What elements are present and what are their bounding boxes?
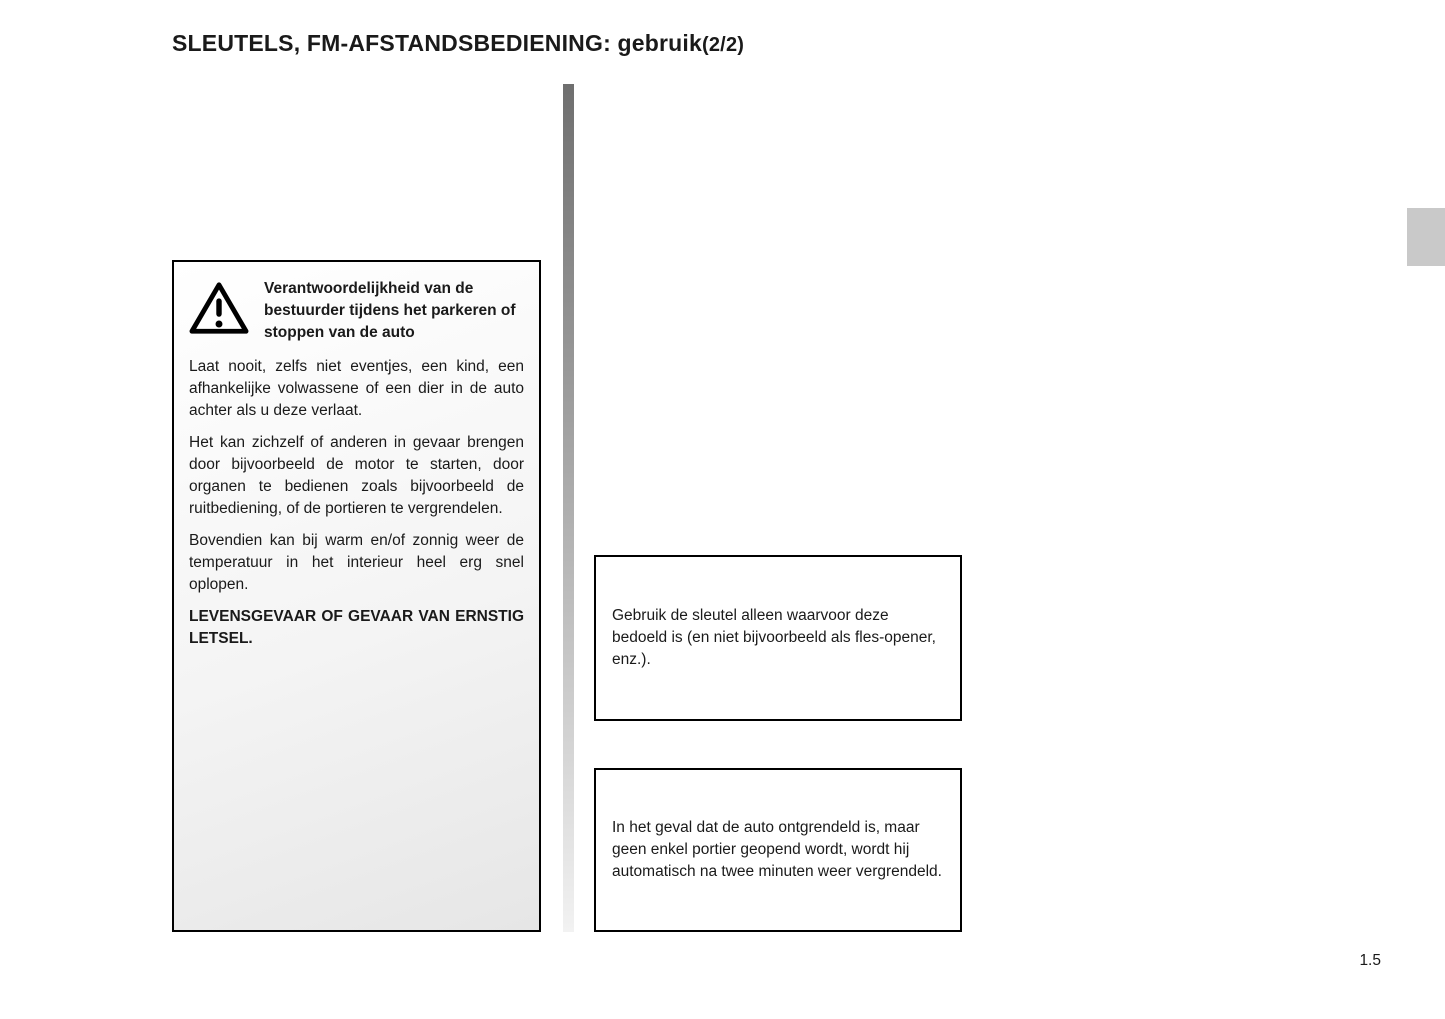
warning-triangle-icon (188, 280, 250, 338)
page-edge-tab (1407, 208, 1445, 266)
note-box-auto-relock (594, 768, 962, 932)
column-divider (563, 84, 574, 932)
warning-paragraph: Bovendien kan bij warm en/of zonnig weer de temperatuur in het interieur heel erg snel oplopen. (189, 532, 524, 593)
warning-body (174, 348, 539, 650)
page-number: 1.5 (1359, 952, 1381, 969)
warning-heading: Verantwoordelijkheid van de bestuurder tijdens het parkeren of stoppen van de auto (264, 280, 516, 341)
note-text: In het geval dat de auto ontgrendeld is, maar geen enkel portier geopend wordt, wordt hij automatisch na twee minuten weer vergrendeld. (612, 819, 942, 880)
page-title-suffix: (2/2) (702, 34, 745, 56)
note-text: Gebruik de sleutel alleen waarvoor deze bedoeld is (en niet bijvoorbeeld als fles-opener, enz.). (612, 607, 936, 668)
note-box-key-usage (594, 555, 962, 721)
warning-box (172, 260, 541, 932)
page-title-text: SLEUTELS, FM-AFSTANDSBEDIENING: gebruik (172, 30, 702, 56)
warning-header (174, 262, 539, 348)
warning-emphasis: LEVENSGEVAAR OF GEVAAR VAN ERNSTIG LETSEL. (189, 608, 524, 647)
warning-paragraph: Laat nooit, zelfs niet eventjes, een kind, een afhankelijke volwassene of een dier in de auto achter als u deze verlaat. (189, 358, 524, 419)
warning-paragraph: Het kan zichzelf of anderen in gevaar brengen door bijvoorbeeld de motor te starten, door organen te bedienen zoals bijvoorbeeld de ruitbediening, of de portieren te vergrendelen. (189, 434, 524, 517)
page-title (172, 30, 744, 57)
